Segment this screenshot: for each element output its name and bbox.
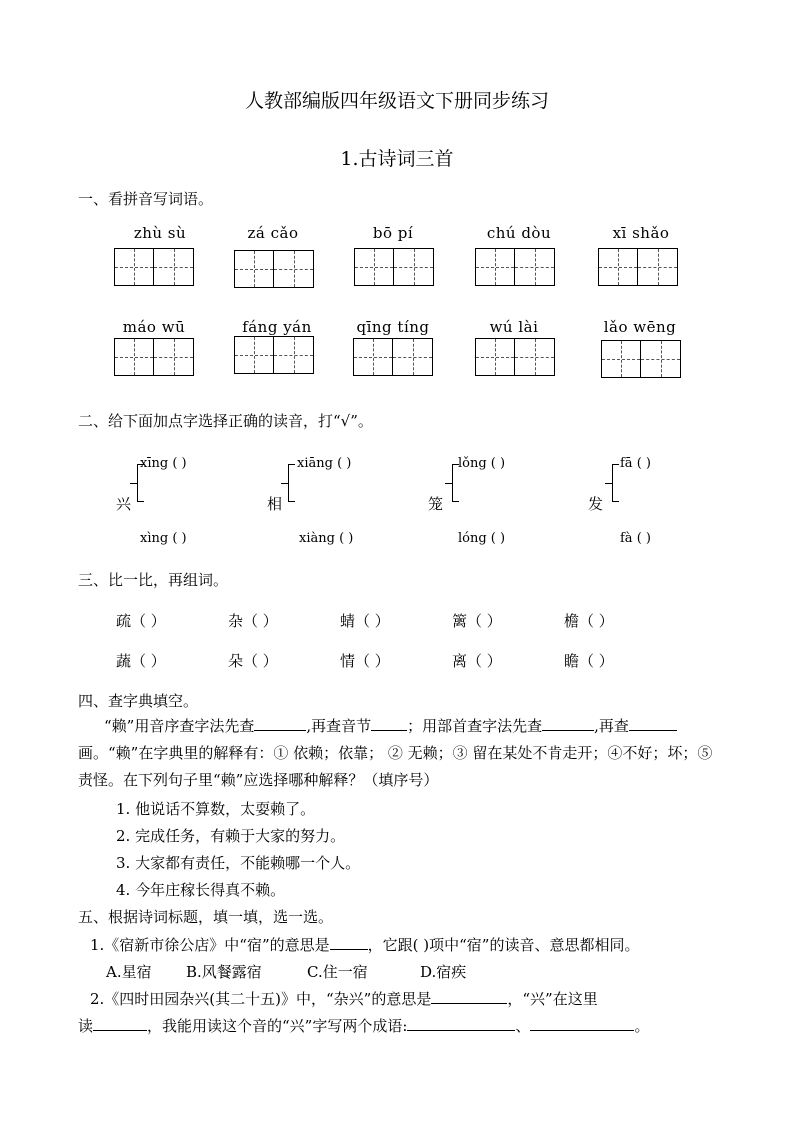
writing-grid[interactable] [598, 248, 678, 286]
lesson-title: 1.古诗词三首 [340, 148, 454, 170]
blank-line[interactable] [431, 989, 507, 1004]
polyphone-char: 相 [267, 495, 283, 513]
pinyin-label: xī shǎo [612, 224, 670, 242]
sentence-item: 4. 今年庄稼长得真不赖。 [116, 881, 286, 899]
pinyin-label: zhù sù [133, 224, 187, 242]
word-group-item[interactable]: 情（ ） [340, 652, 390, 670]
question-2-line1 [90, 988, 598, 1009]
reading-option[interactable]: xiàng ( ) [299, 531, 354, 546]
word-group-item[interactable]: 疏（ ） [116, 612, 166, 630]
paragraph-text: ,再查音节 [306, 717, 372, 735]
pinyin-label: wú lài [489, 318, 539, 336]
page-title: 人教部编版四年级语文下册同步练习 [244, 90, 549, 112]
brace-icon [288, 464, 297, 502]
blank-line[interactable] [330, 935, 368, 950]
section5-heading: 五、根据诗词标题，填一填，选一选。 [78, 908, 334, 926]
pinyin-label: lǎo wēng [603, 318, 677, 336]
writing-grid[interactable] [475, 248, 555, 286]
word-group-item[interactable]: 朵（ ） [228, 652, 278, 670]
blank-line[interactable] [93, 1016, 147, 1031]
blank-line[interactable] [530, 1016, 634, 1031]
question-text: 1.《宿新市徐公店》中“宿”的意思是 [90, 936, 330, 954]
paragraph-text: ,再查 [594, 717, 629, 735]
writing-grid[interactable] [353, 338, 433, 376]
question-1 [90, 934, 639, 955]
polyphone-char: 发 [588, 495, 604, 513]
pinyin-label: fáng yán [242, 318, 312, 336]
reading-option[interactable]: lǒng ( ) [458, 456, 506, 471]
question-text: 读 [78, 1017, 94, 1035]
pinyin-label: qīng tíng [356, 318, 430, 336]
question-text: 。 [634, 1017, 650, 1035]
option-a[interactable]: A.星宿 [106, 963, 152, 981]
writing-grid[interactable] [114, 338, 194, 376]
pinyin-label: bō pí [372, 224, 414, 242]
option-d[interactable]: D.宿疾 [420, 963, 467, 981]
reading-option[interactable]: lóng ( ) [458, 531, 506, 546]
writing-grid[interactable] [354, 248, 434, 286]
option-b[interactable]: B.风餐露宿 [186, 963, 262, 981]
word-group-item[interactable]: 蔬（ ） [116, 652, 166, 670]
writing-grid[interactable] [475, 338, 555, 376]
blank-line[interactable] [629, 716, 677, 731]
section1-heading: 一、看拼音写词语。 [78, 190, 214, 208]
section3-heading: 三、比一比，再组词。 [78, 571, 229, 589]
reading-option[interactable]: xiāng ( ) [297, 456, 352, 471]
option-c[interactable]: C.住一宿 [307, 963, 368, 981]
word-group-item[interactable]: 蜻（ ） [340, 612, 390, 630]
polyphone-char: 笼 [428, 495, 444, 513]
polyphone-char: 兴 [116, 495, 132, 513]
writing-grid[interactable] [234, 336, 314, 374]
sentence-item: 3. 大家都有责任，不能赖哪一个人。 [116, 854, 361, 872]
word-group-item[interactable]: 檐（ ） [564, 612, 614, 630]
word-group-item[interactable]: 杂（ ） [228, 612, 278, 630]
paragraph-text: “赖”用音序查字法先查 [104, 717, 255, 735]
section2-heading: 二、给下面加点字选择正确的读音，打“√”。 [78, 412, 373, 430]
writing-grid[interactable] [601, 340, 681, 378]
paragraph-text: 画。“赖”在字典里的解释有：① 依赖；依靠； ② 无赖；③ 留在某处不肯走开；④不好；坏；⑤责怪。在下列句子里“赖”应选择哪种解释？（填序号） [78, 744, 713, 789]
blank-line[interactable] [254, 716, 306, 731]
blank-line[interactable] [542, 716, 594, 731]
blank-line[interactable] [371, 716, 407, 731]
reading-option[interactable]: fā ( ) [620, 456, 651, 471]
word-group-item[interactable]: 离（ ） [452, 652, 502, 670]
question-2-line2 [78, 1015, 649, 1036]
question-text: ，它跟( )项中“宿”的读音、意思都相同。 [367, 936, 640, 954]
question-text: 、 [515, 1017, 531, 1035]
pinyin-label: máo wū [122, 318, 186, 336]
paragraph-text: ；用部首查字法先查 [407, 717, 543, 735]
question-text: ，“兴”在这里 [507, 990, 598, 1008]
pinyin-label: zá cǎo [247, 224, 299, 242]
sentence-item: 2. 完成任务，有赖于大家的努力。 [116, 827, 346, 845]
blank-line[interactable] [407, 1016, 515, 1031]
section4-heading: 四、查字典填空。 [78, 692, 199, 710]
question-text: 2.《四时田园杂兴(其二十五)》中，“杂兴”的意思是 [90, 990, 432, 1008]
word-group-item[interactable]: 瞻（ ） [564, 652, 614, 670]
word-group-item[interactable]: 篱（ ） [452, 612, 502, 630]
sentence-item: 1. 他说话不算数，太耍赖了。 [116, 800, 316, 818]
writing-grid[interactable] [114, 248, 194, 286]
reading-option[interactable]: xīng ( ) [140, 456, 187, 471]
reading-option[interactable]: fà ( ) [620, 531, 651, 546]
dictionary-paragraph [78, 713, 718, 794]
pinyin-label: chú dòu [486, 224, 552, 242]
writing-grid[interactable] [234, 250, 314, 288]
reading-option[interactable]: xìng ( ) [140, 531, 187, 546]
question-text: ，我能用读这个音的“兴”字写两个成语: [147, 1017, 408, 1035]
